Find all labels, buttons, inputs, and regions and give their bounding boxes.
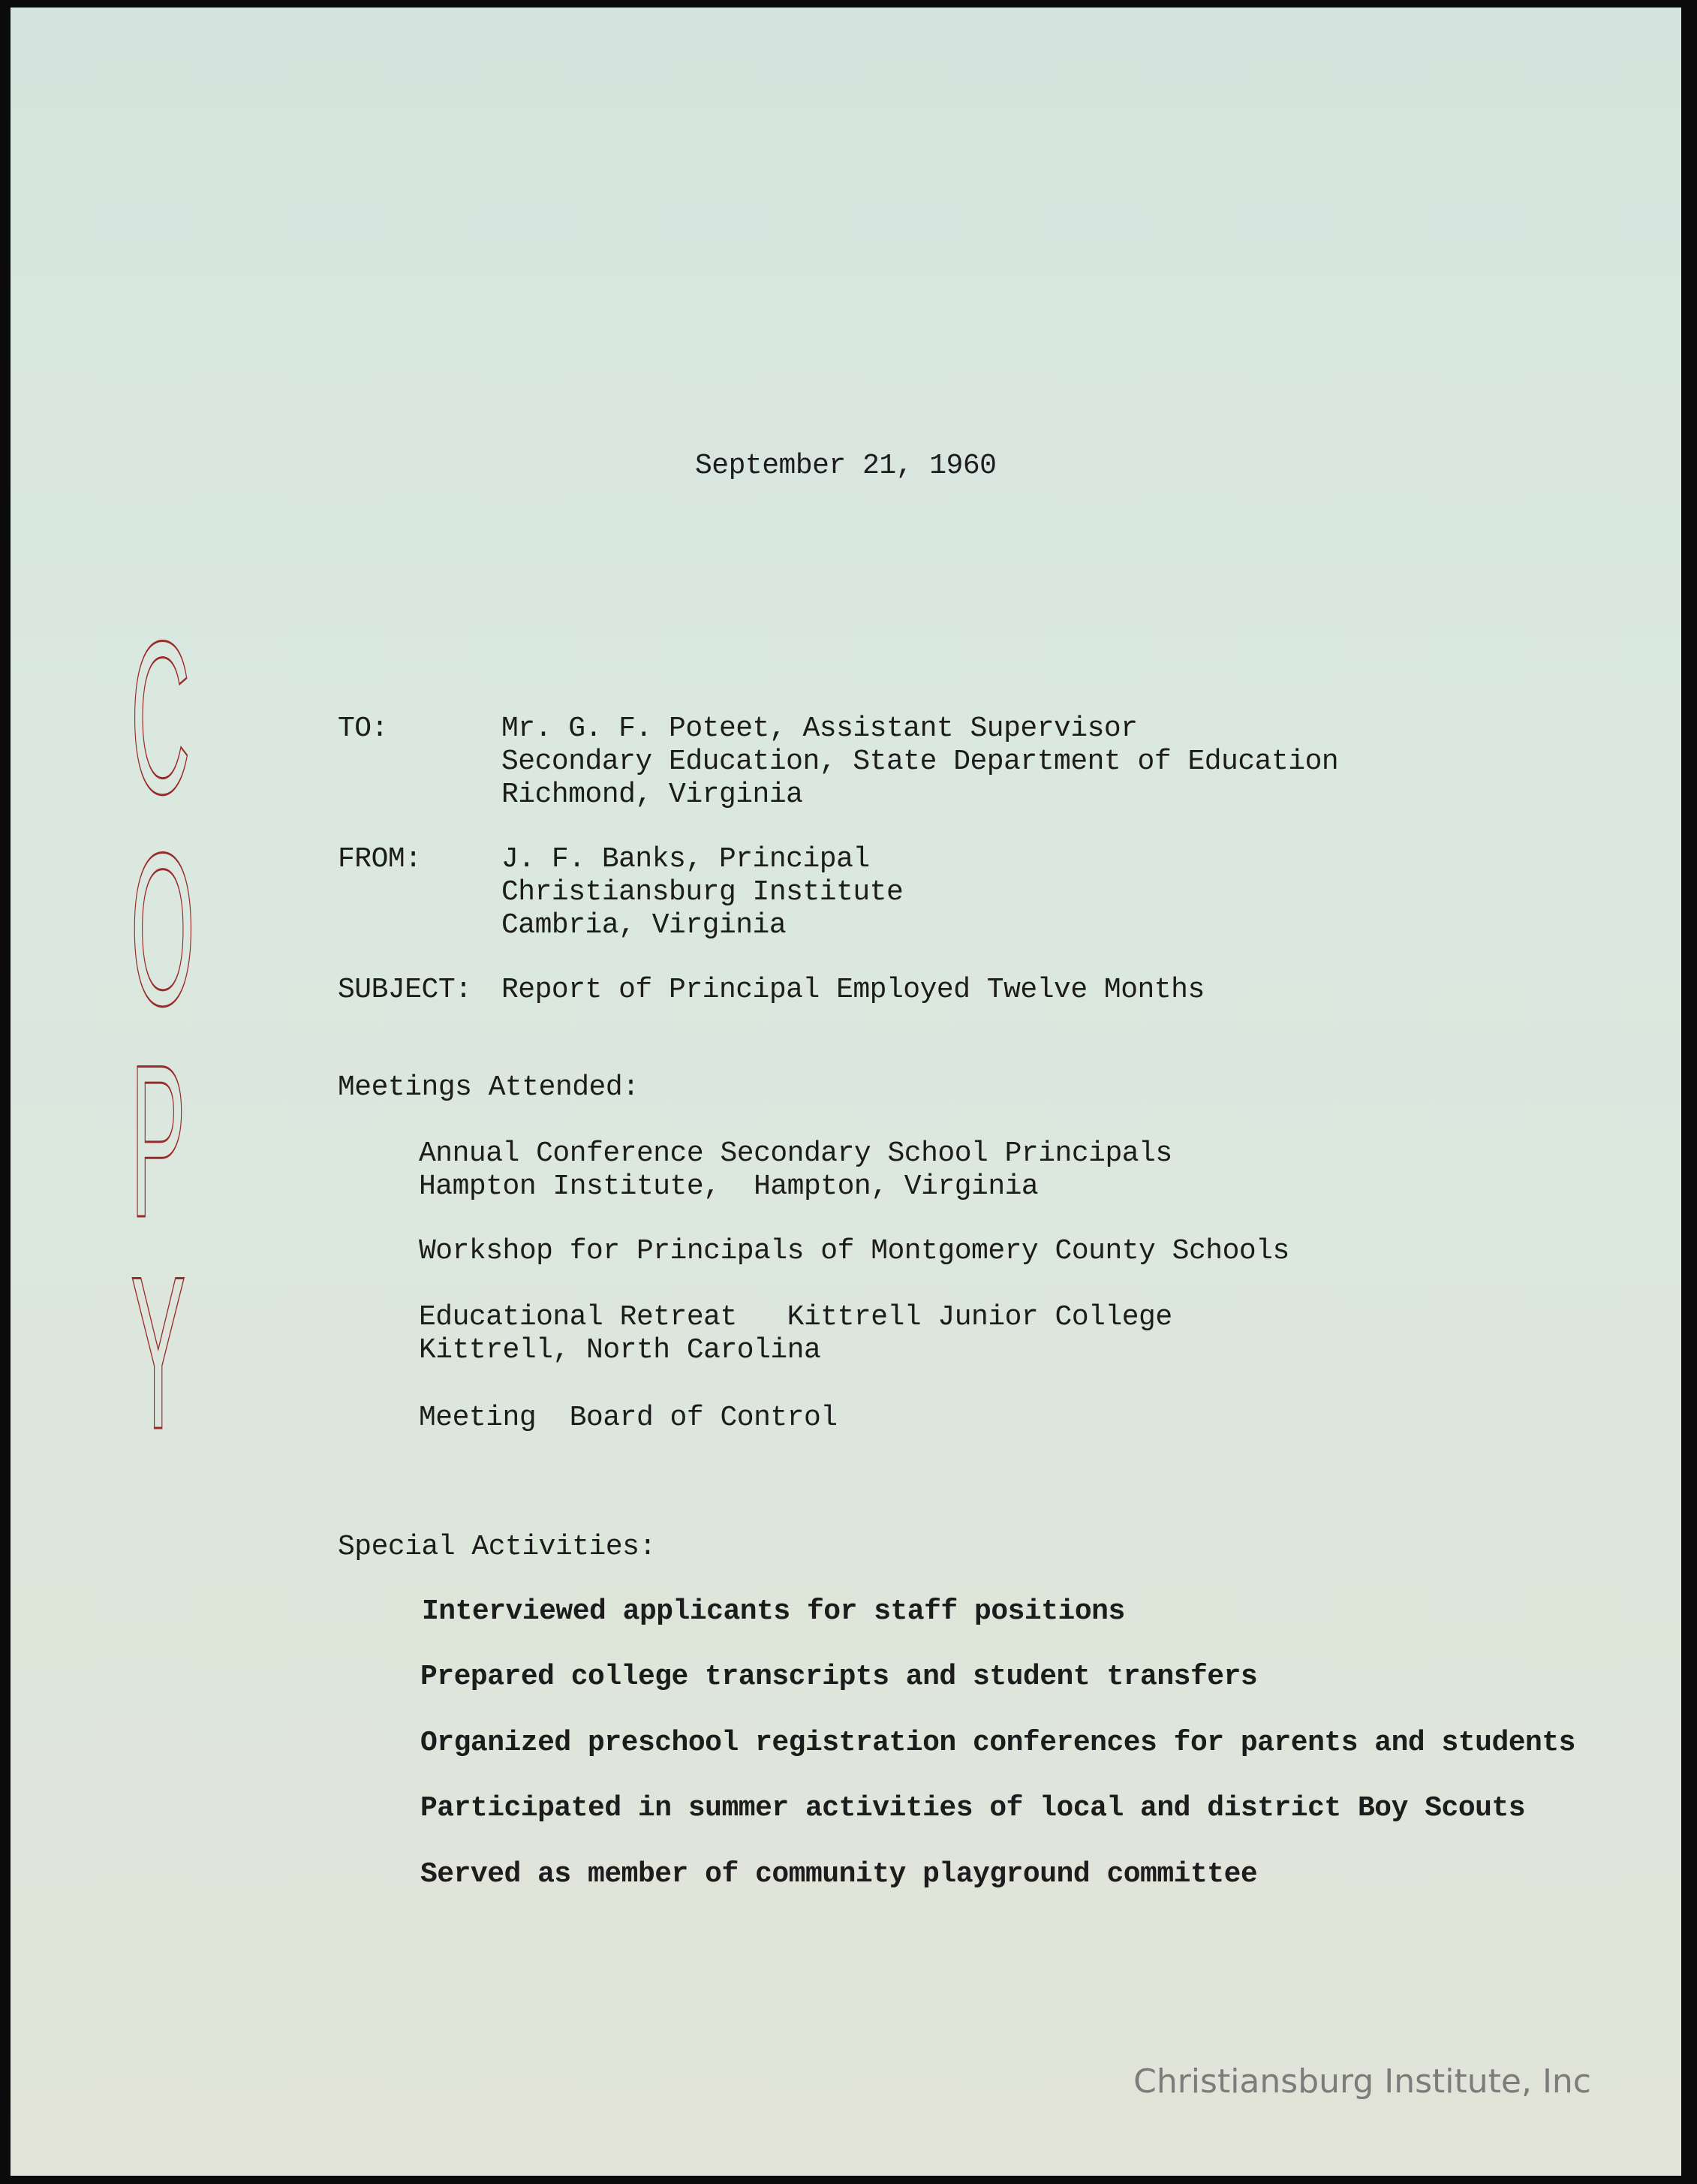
to-line-2: Secondary Education, State Department of Education [501, 746, 1339, 778]
activity-item: Interviewed applicants for staff positions [422, 1595, 1125, 1628]
to-label: TO: [338, 712, 388, 745]
to-line-3: Richmond, Virginia [501, 779, 803, 811]
activities-heading: Special Activities: [338, 1531, 656, 1563]
activity-item: Prepared college transcripts and student transfers [420, 1661, 1258, 1693]
meeting-item: Workshop for Principals of Montgomery County Schools [419, 1235, 1289, 1267]
from-line-1: J. F. Banks, Principal [501, 843, 870, 875]
to-line-1: Mr. G. F. Poteet, Assistant Supervisor [501, 712, 1138, 745]
letter-page [11, 8, 1681, 2176]
stamp-letter-p: P [131, 1020, 186, 1263]
stamp-letter-c: C [131, 596, 191, 839]
activity-item: Served as member of community playground committee [420, 1858, 1258, 1890]
archive-watermark: Christiansburg Institute, Inc [1133, 2062, 1591, 2101]
letter-date: September 21, 1960 [695, 450, 997, 482]
from-label: FROM: [338, 843, 422, 875]
activity-item: Organized preschool registration conferences for parents and students [420, 1727, 1575, 1759]
meeting-item: Educational Retreat Kittrell Junior College [419, 1301, 1172, 1333]
subject-text: Report of Principal Employed Twelve Months [501, 974, 1205, 1006]
stamp-letter-y: Y [131, 1231, 186, 1475]
meeting-item: Meeting Board of Control [419, 1402, 838, 1434]
from-line-2: Christiansburg Institute [501, 876, 904, 908]
stamp-letter-o: O [131, 808, 195, 1051]
subject-label: SUBJECT: [338, 974, 472, 1006]
from-line-3: Cambria, Virginia [501, 909, 787, 941]
meeting-item: Annual Conference Secondary School Principals [419, 1137, 1172, 1170]
meeting-item: Hampton Institute, Hampton, Virginia [419, 1170, 1039, 1203]
copy-stamp [131, 596, 213, 1475]
activity-item: Participated in summer activities of local and district Boy Scouts [420, 1792, 1526, 1824]
meeting-item: Kittrell, North Carolina [419, 1334, 821, 1366]
meetings-heading: Meetings Attended: [338, 1071, 639, 1104]
